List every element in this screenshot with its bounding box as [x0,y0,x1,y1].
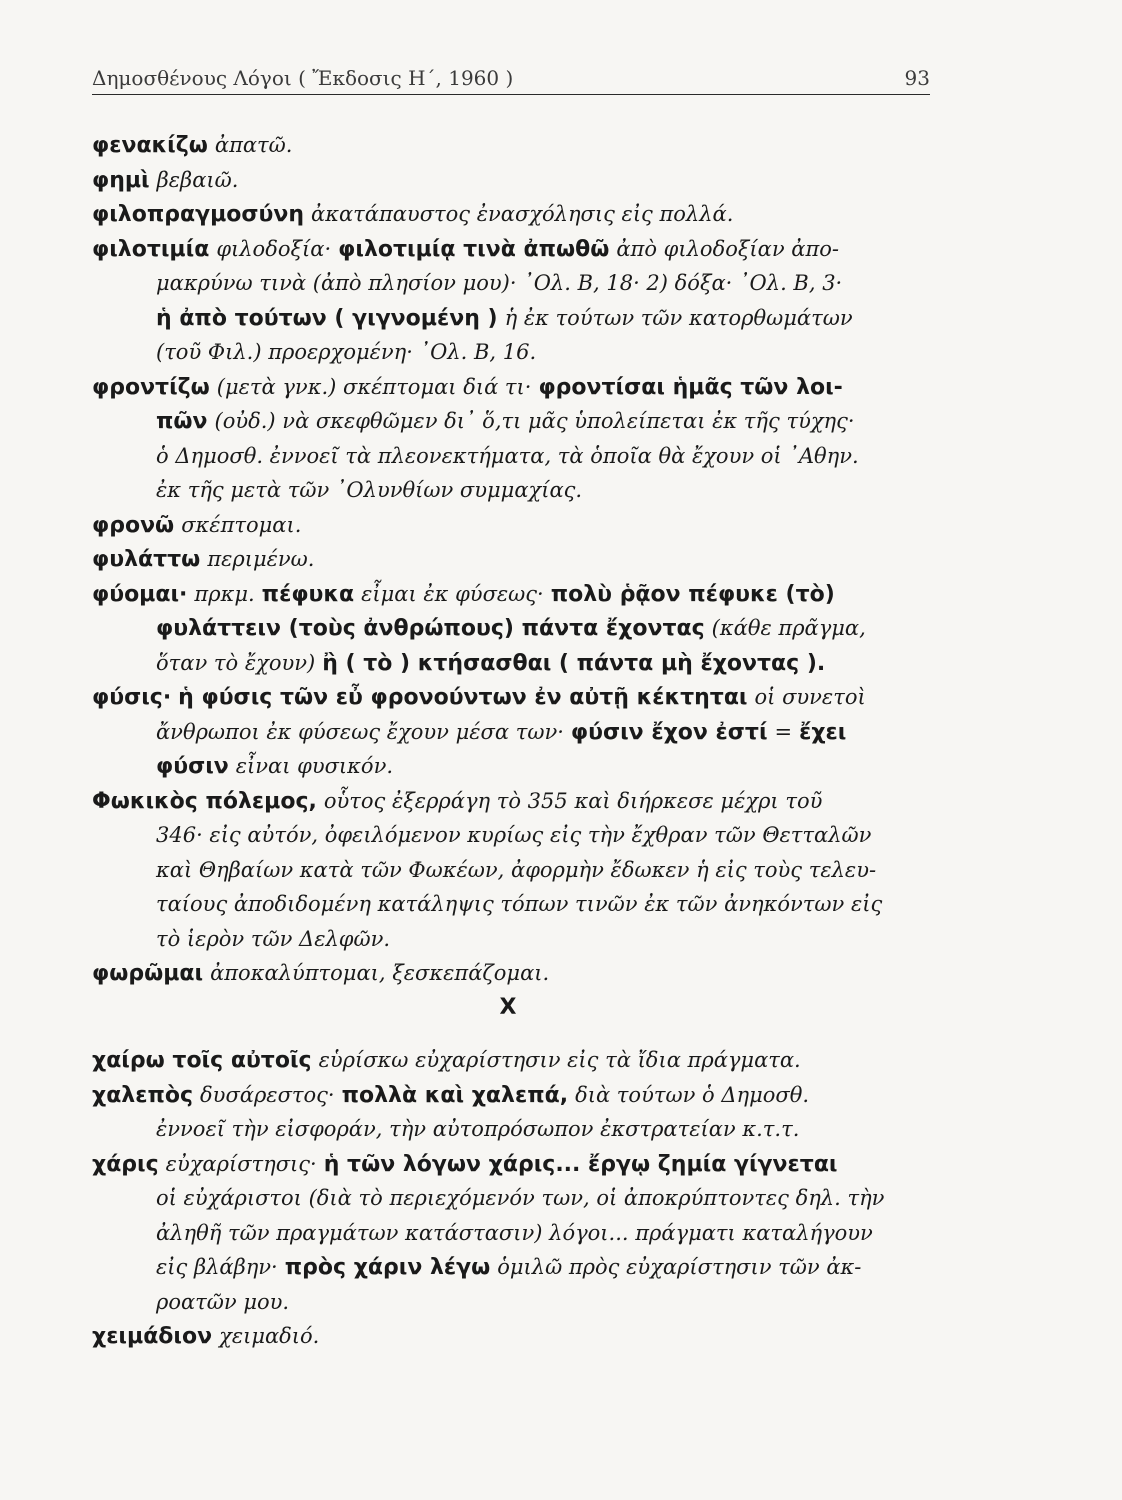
entry-continuation [92,1285,944,1320]
definition: εἰς βλάβην· [156,1255,278,1279]
definition: οὗτος ἐξερράγη τὸ 355 καὶ διήρκεσε μέχρι τοῦ [323,788,823,813]
entry-continuation [92,853,944,888]
definition: (μετὰ γνκ.) σκέπτομαι διά τι· [216,374,532,399]
definition: ροατῶν μου. [156,1289,290,1314]
entry-continuation [92,749,944,784]
definition: εὐχαρίστησις· [165,1151,317,1176]
headword: φυλάττω [92,547,201,572]
definition: ἀπὸ φιλοδοξίαν ἀπο- [616,236,839,261]
headword: Φωκικὸς πόλεμος, [92,788,317,814]
definition: ταίους ἀποδιδομένη κατάληψις τόπων τινῶν ἐκ τῶν ἀνηκόντων εἰς [156,892,883,916]
definition: (τοῦ Φιλ.) προερχομένη· ᾿Ολ. Β, 16. [156,340,537,364]
phrase: φύσιν [156,754,229,779]
definition: εἶμαι ἐκ φύσεως· [361,581,544,606]
headword: χαίρω τοῖς αὐτοῖς [92,1048,312,1073]
phrase: πρὸς χάριν λέγω [284,1255,491,1280]
section-letter: Χ [499,994,517,1020]
entry-line [92,163,944,198]
phrase: φιλοτιμίᾳ τινὰ ἀπωθῶ [338,236,610,262]
entry-line [92,1078,944,1113]
phrase: πολὺ ῥᾷον πέφυκε (τὸ) [550,581,835,607]
definition: (οὐδ.) νὰ σκεφθῶμεν δι᾽ ὅ,τι μᾶς ὑπολείπεται ἐκ τῆς τύχης· [214,409,855,433]
definition: καὶ Θηβαίων κατὰ τῶν Φωκέων, ἀφορμὴν ἔδωκεν ἡ εἰς τοὺς τελευ- [156,857,877,882]
entry-line [92,232,944,267]
definition: περιμένω. [207,547,315,571]
entry-continuation [92,1250,944,1285]
definition: 346· εἰς αὐτόν, ὀφειλόμενον κυρίως εἰς τὴν ἔχθραν τῶν Θετταλῶν [156,823,872,847]
phrase: πέφυκα [261,581,355,607]
definition: οἱ εὐχάριστοι (διὰ τὸ περιεχόμενόν των, οἱ ἀποκρύπτοντες δηλ. τὴν [156,1186,885,1210]
entry-line [92,508,944,543]
definition: ἀληθῆ τῶν πραγμάτων κατάστασιν) λόγοι... πράγματι καταλήγουν [156,1220,873,1245]
entry-continuation [92,473,944,508]
entry-continuation [92,887,944,922]
definition: χειμαδιό. [219,1324,320,1348]
definition: πρκμ. [194,581,255,606]
equals-sign: = [774,719,793,744]
entry-line [92,577,944,612]
definition: εἶναι φυσικόν. [235,754,394,778]
definition: ἄνθρωποι ἐκ φύσεως ἔχουν μέσα των· [156,719,564,744]
entry-continuation [92,818,944,853]
entry-continuation [92,1216,944,1251]
headword: φενακίζω [92,133,208,158]
entry-continuation [92,1181,944,1216]
headword: φροντίζω [92,374,210,400]
page-number: 93 [904,66,930,90]
headword: φιλοπραγμοσύνη [92,202,305,227]
entry-continuation [92,266,944,301]
entry-continuation [92,404,944,439]
entry-continuation [92,301,944,336]
phrase: ἡ φύσις τῶν εὖ φρονούντων ἐν αὐτῇ κέκτηται [178,685,748,710]
definition: μακρύνω τινὰ (ἀπὸ πλησίον μου)· ᾿Ολ. Β, 18· 2) δόξα· ᾿Ολ. Β, 3· [156,271,843,295]
phrase: ἢ ( τὸ ) κτήσασθαι ( πάντα μὴ ἔχοντας ). [322,650,826,676]
definition: ἐκ τῆς μετὰ τῶν ᾿Ολυνθίων συμμαχίας. [156,478,583,502]
headword: χάρις [92,1151,159,1177]
phrase: φυλάττειν (τοὺς ἀνθρώπους) πάντα ἔχοντας [156,616,705,641]
definition: εὑρίσκω εὐχαρίστησιν εἰς τὰ ἴδια πράγματα. [318,1048,801,1072]
definition: ὁμιλῶ πρὸς εὐχαρίστησιν τῶν ἀκ- [497,1255,862,1279]
definition: φιλοδοξία· [216,236,332,261]
entry-line [92,370,944,405]
definition: ἀποκαλύπτομαι, ξεσκεπάζομαι. [210,961,550,985]
phrase: ἡ τῶν λόγων χάρις... ἔργῳ ζημία γίγνεται [323,1151,838,1177]
definition: ὁ Δημοσθ. ἐννοεῖ τὰ πλεονεκτήματα, τὰ ὁποῖα θὰ ἔχουν οἱ ᾿Αθην. [156,443,859,468]
header-title: Δημοσθένους Λόγοι ( Ἔκδοσις Η΄, 1960 ) [92,66,514,90]
definition: βεβαιῶ. [156,167,239,192]
phrase: φροντίσαι ἡμᾶς τῶν λοι- [538,374,843,400]
entry-continuation [92,1112,944,1147]
definition: οἱ συνετοὶ [754,685,866,709]
entry-line [92,1147,944,1182]
definition: ἡ ἐκ τούτων τῶν κατορθωμάτων [504,305,853,330]
definition: τὸ ἱερὸν τῶν Δελφῶν. [156,926,391,951]
entry-line [92,1043,944,1078]
entry-line [92,542,944,577]
definition: σκέπτομαι. [181,512,302,537]
headword: φιλοτιμία [92,236,210,262]
headword: φωρῶμαι [92,961,204,986]
entry-continuation [92,611,944,646]
entry-line [92,128,944,163]
headword: φημὶ [92,167,150,193]
definition: ἀκατάπαυστος ἐνασχόλησις εἰς πολλά. [311,202,734,226]
definition: (κάθε πρᾶγμα, [711,616,866,640]
entry-line [92,956,944,991]
definition: διὰ τούτων ὁ Δημοσθ. [575,1082,810,1107]
definition: ἀπατῶ. [214,133,293,157]
phrase: πῶν [156,409,208,434]
definition: ἐννοεῖ τὴν εἰσφοράν, τὴν αὐτοπρόσωπον ἐκστρατείαν κ.τ.τ. [156,1117,800,1141]
entry-continuation [92,335,944,370]
phrase: φύσιν ἔχον ἐστί [570,719,768,745]
phrase: ἔχει [799,719,847,745]
headword: χειμάδιον [92,1324,213,1349]
definition: ὅταν τὸ ἔχουν) [156,650,316,675]
entry-line [92,784,944,819]
running-header [92,66,930,95]
headword: φύσις· [92,685,172,710]
definition: δυσάρεστος· [200,1082,335,1107]
phrase: ἡ ἀπὸ τούτων ( γιγνομένη ) [156,305,498,331]
entry-continuation [92,439,944,474]
entry-continuation [92,715,944,750]
entry-continuation [92,646,944,681]
entry-continuation [92,922,944,957]
phrase: πολλὰ καὶ χαλεπά, [341,1082,569,1108]
entry-line [92,680,944,715]
entry-line [92,1319,944,1354]
headword: φύομαι· [92,581,188,607]
headword: χαλεπὸς [92,1082,194,1108]
glossary-body [92,128,944,1354]
headword: φρονῶ [92,512,175,538]
entry-line [92,197,944,232]
